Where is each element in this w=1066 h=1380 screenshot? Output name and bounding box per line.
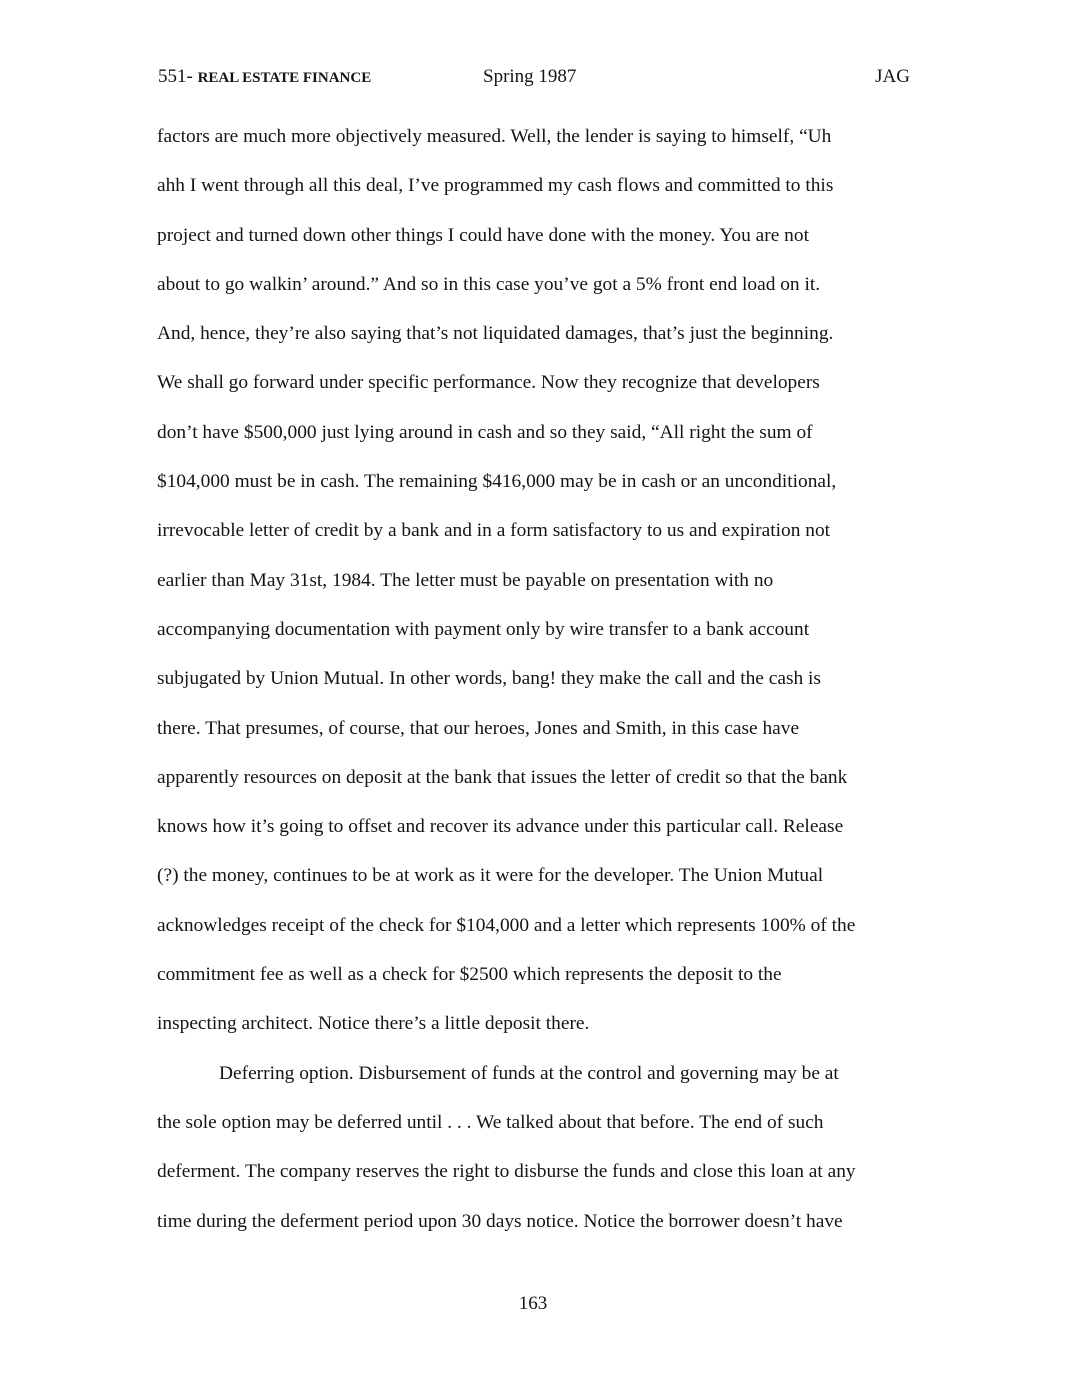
body-line: there. That presumes, of course, that our heroes, Jones and Smith, in this case have: [157, 717, 800, 739]
body-line: commitment fee as well as a check for $2500 which represents the deposit to the: [157, 964, 782, 986]
body-line: (?) the money, continues to be at work as it were for the developer. The Union Mutual: [157, 865, 824, 887]
body-line: inspecting architect. Notice there’s a little deposit there.: [157, 1013, 590, 1035]
body-line: project and turned down other things I could have done with the money. You are not: [157, 224, 809, 246]
page-number: 163: [518, 1293, 548, 1314]
body-line: And, hence, they’re also saying that’s not liquidated damages, that’s just the beginning.: [157, 323, 834, 345]
body-line: time during the deferment period upon 30 days notice. Notice the borrower doesn’t have: [157, 1210, 843, 1232]
page-header: [158, 64, 910, 90]
body-line: about to go walkin’ around.” And so in this case you’ve got a 5% front end load on it.: [157, 273, 821, 295]
body-line: deferment. The company reserves the right to disburse the funds and close this loan at any: [157, 1161, 856, 1183]
body-line: We shall go forward under specific performance. Now they recognize that developers: [157, 372, 820, 394]
transcript-body: [157, 112, 917, 1246]
body-line: factors are much more objectively measured. Well, the lender is saying to himself, “Uh: [157, 126, 832, 147]
body-line: irrevocable letter of credit by a bank and in a form satisfactory to us and expiration not: [157, 520, 831, 542]
body-line: subjugated by Union Mutual. In other words, bang! they make the call and the cash is: [157, 668, 821, 690]
body-line: accompanying documentation with payment only by wire transfer to a bank account: [157, 618, 810, 640]
body-line: $104,000 must be in cash. The remaining $416,000 may be in cash or an unconditional,: [157, 471, 837, 493]
author-initials: JAG: [875, 66, 910, 87]
body-line: earlier than May 31st, 1984. The letter must be payable on presentation with no: [157, 569, 774, 591]
body-line: don’t have $500,000 just lying around in cash and so they said, “All right the sum of: [157, 421, 813, 443]
body-line: apparently resources on deposit at the bank that issues the letter of credit so that the bank: [157, 766, 848, 788]
course-title: [158, 64, 371, 91]
course-name: REAL ESTATE FINANCE: [197, 70, 372, 86]
paragraph-start-line: Deferring option. Disbursement of funds at the control and governing may be at: [219, 1062, 839, 1084]
body-line: the sole option may be deferred until . . . We talked about that before. The end of such: [157, 1111, 824, 1133]
body-line: knows how it’s going to offset and recover its advance under this particular call. Release: [157, 816, 844, 838]
body-line: acknowledges receipt of the check for $104,000 and a letter which represents 100% of the: [157, 914, 856, 936]
course-number: 551-: [158, 66, 193, 87]
term: Spring 1987: [483, 66, 577, 87]
body-line: ahh I went through all this deal, I’ve programmed my cash flows and committed to this: [157, 175, 834, 197]
